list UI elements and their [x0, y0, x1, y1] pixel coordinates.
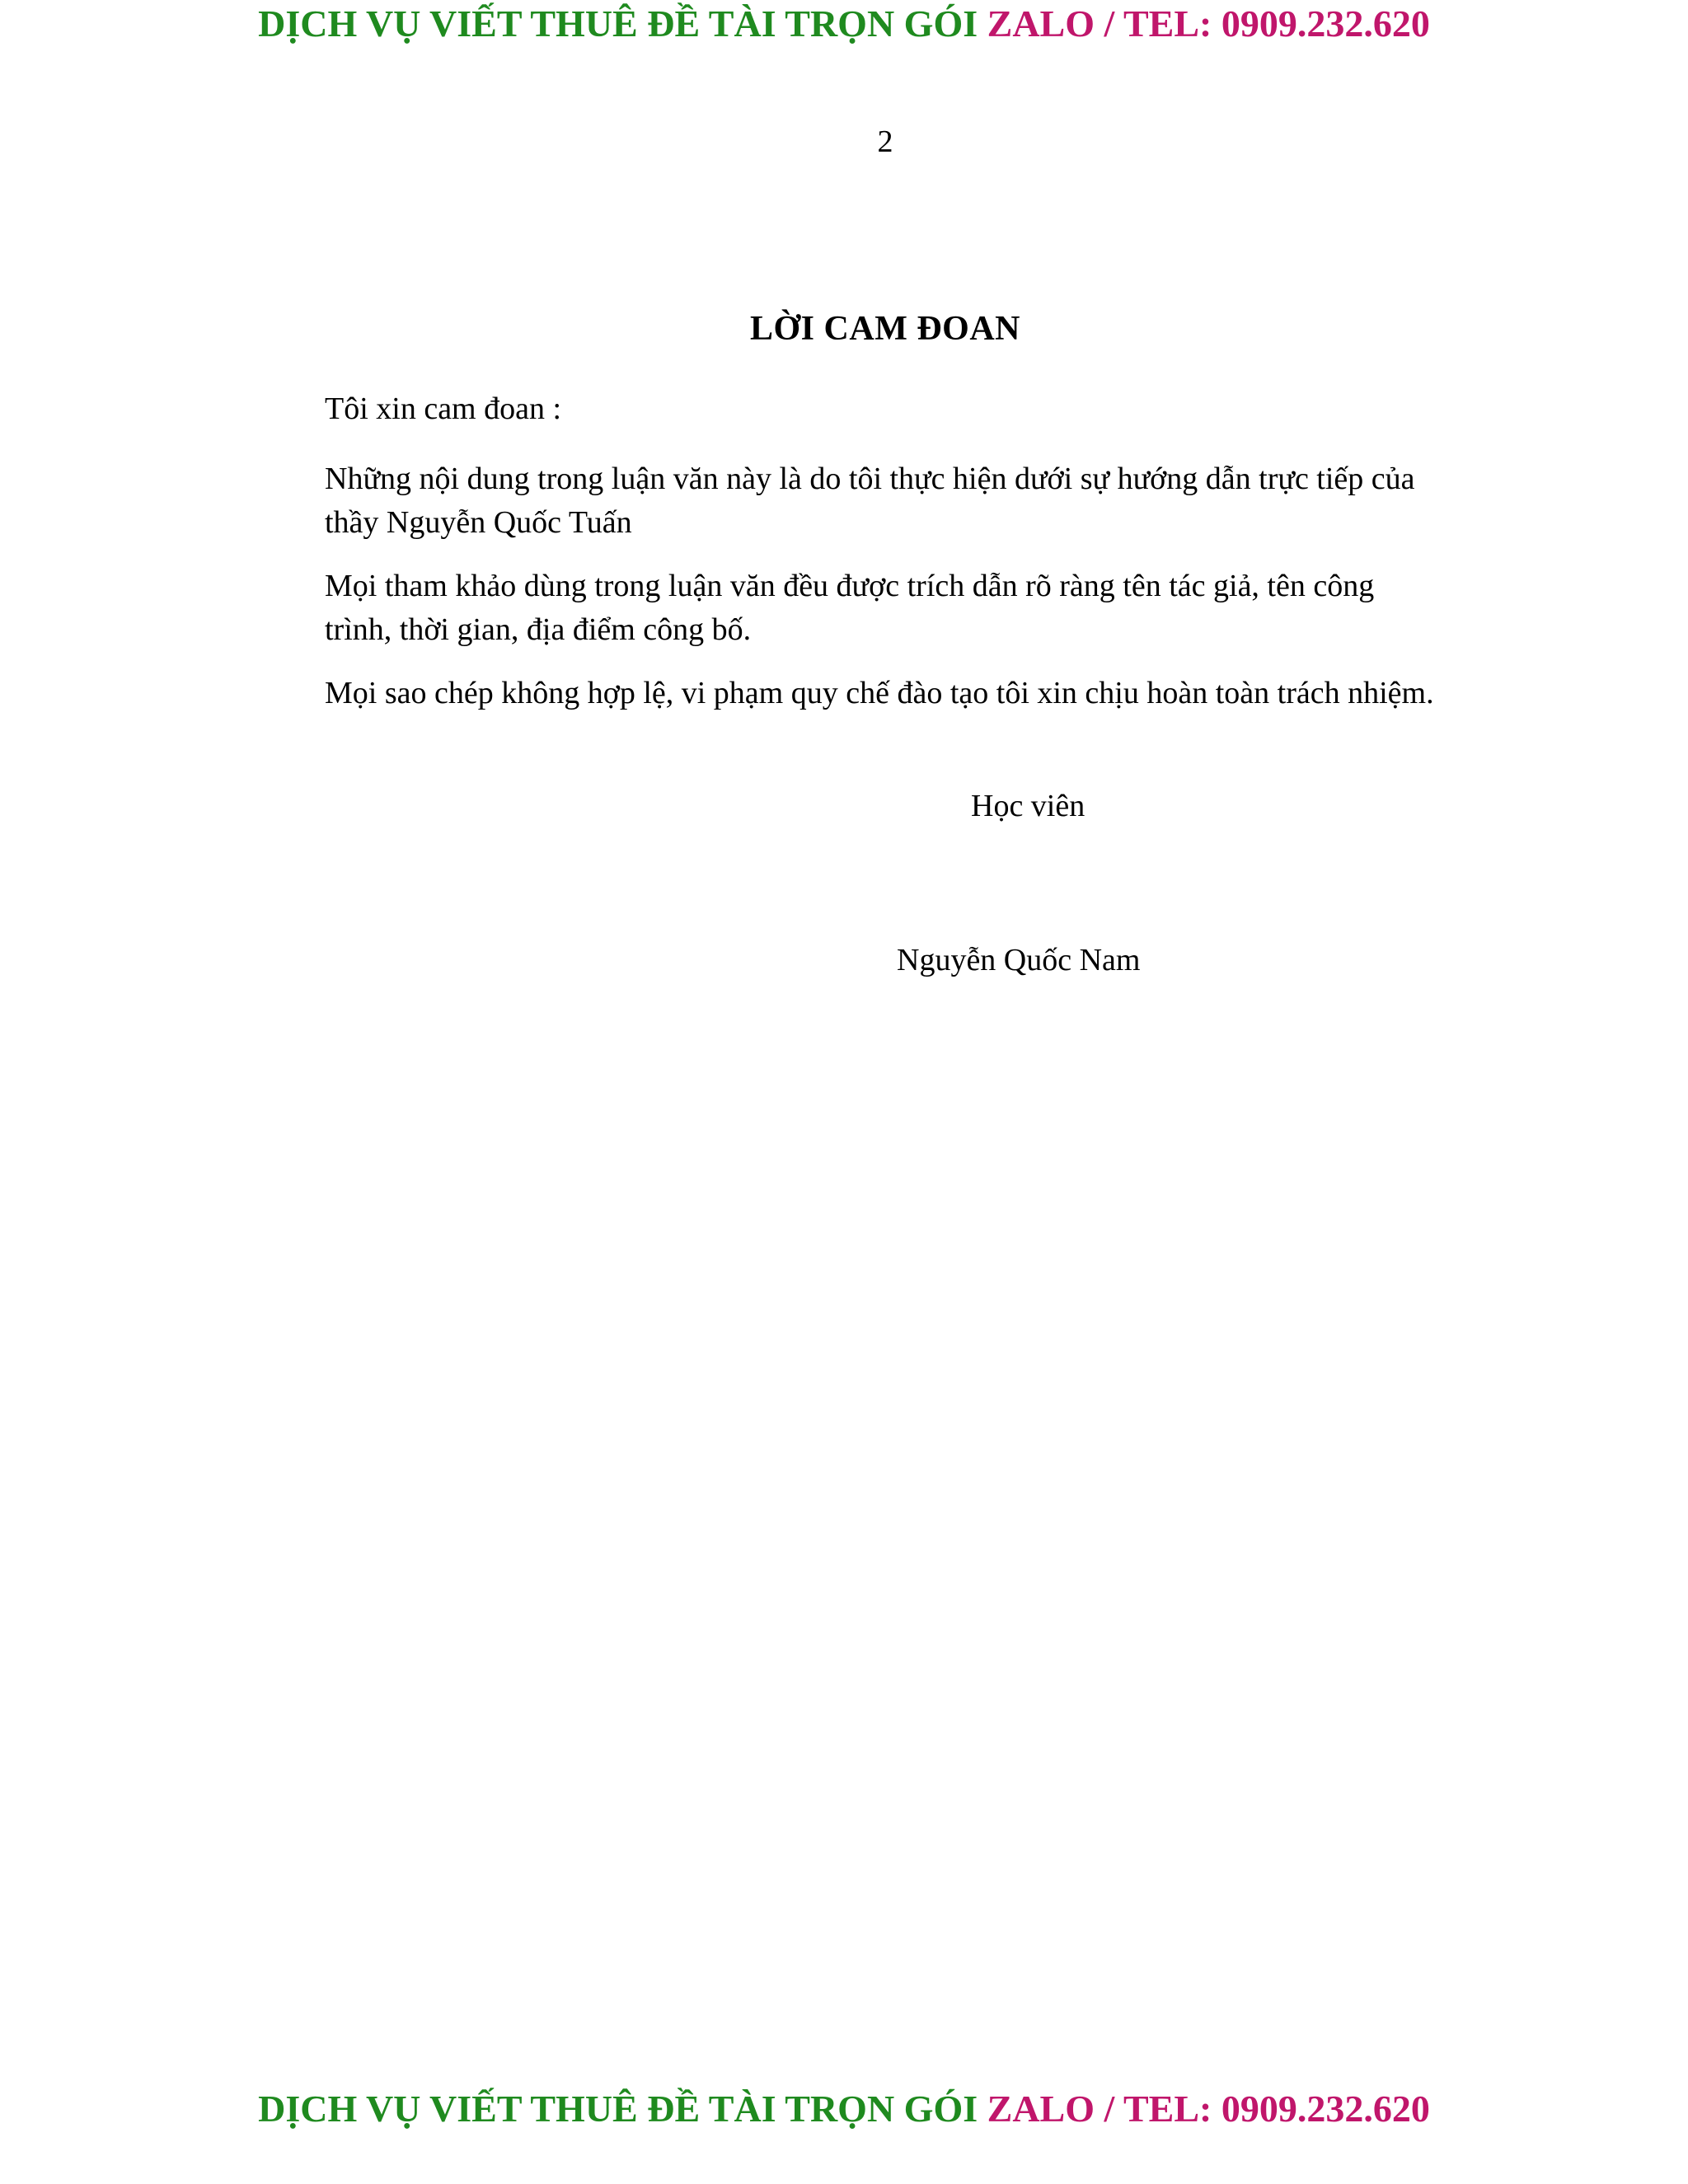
banner-service-text: DỊCH VỤ VIẾT THUÊ ĐỀ TÀI TRỌN GÓI [258, 2, 978, 45]
paragraph-responsibility: Mọi sao chép không hợp lệ, vi phạm quy chế đào tạo tôi xin chịu hoàn toàn trách nhiệm. [325, 676, 1434, 710]
paragraph-supervision: Những nội dung trong luận văn này là do tôi thực hiện dưới sự hướng dẫn trực tiếp của thầy Nguyễn Quốc Tuấn [325, 462, 1415, 540]
banner-service-text: DỊCH VỤ VIẾT THUÊ ĐỀ TÀI TRỌN GÓI [258, 2088, 978, 2130]
header-banner [0, 0, 1688, 48]
footer-banner [0, 2085, 1688, 2133]
intro-text: Tôi xin cam đoan : [325, 391, 562, 426]
signature-role: Học viên [971, 789, 1085, 823]
signature-name: Nguyễn Quốc Nam [897, 943, 1141, 977]
page-number: 2 [877, 124, 893, 159]
banner-contact-text: ZALO / TEL: 0909.232.620 [987, 2, 1430, 45]
page-title: LỜI CAM ĐOAN [750, 310, 1020, 348]
banner-contact-text: ZALO / TEL: 0909.232.620 [987, 2088, 1430, 2130]
paragraph-references: Mọi tham khảo dùng trong luận văn đều được trích dẫn rõ ràng tên tác giả, tên công trình, thời gian, địa điểm công bố. [325, 569, 1375, 647]
